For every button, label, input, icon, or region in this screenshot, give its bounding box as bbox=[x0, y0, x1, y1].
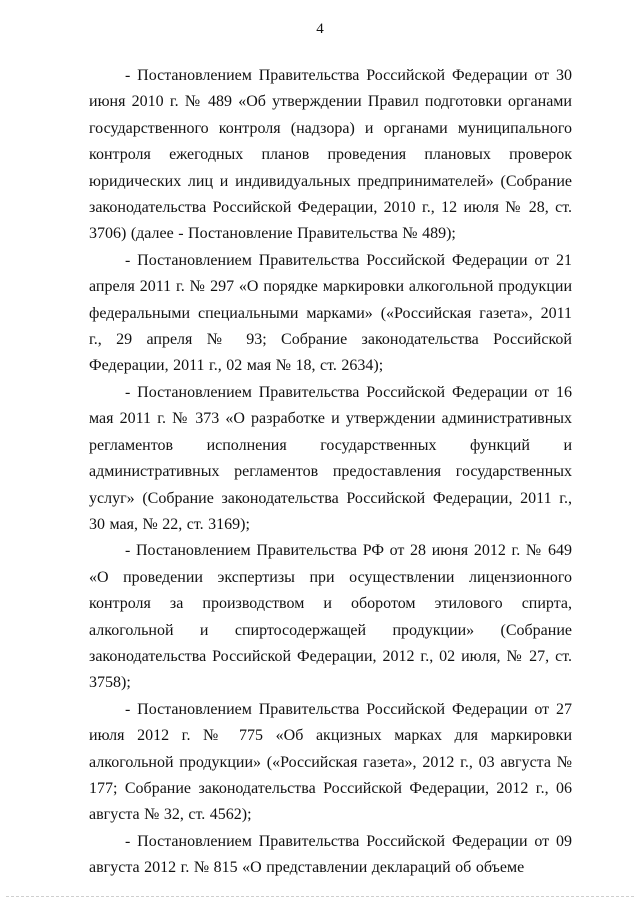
document-body bbox=[89, 63, 572, 882]
paragraph-resolution-815: - Постановлением Правительства Российской Федерации от 09 августа 2012 г. № 815 «О представлении деклараций об объеме bbox=[89, 832, 572, 877]
paragraph-resolution-489: - Постановлением Правительства Российской Федерации от 30 июня 2010 г. № 489 «Об утверждении Правил подготовки органами государственного контроля (надзора) и органами муниципального контроля ежегодных планов проведения плановых проверок юридических лиц и индивидуальных предпринимателей» (Собрание законодательства Российской Федерации, 2010 г., 12 июля № 28, ст. 3706) (далее - Постановление Правительства № 489); bbox=[89, 67, 572, 243]
paragraph-resolution-297: - Постановлением Правительства Российской Федерации от 21 апреля 2011 г. № 297 «О порядке маркировки алкогольной продукции федеральными специальными марками» («Российская газета», 2011 г., 29 апреля № 93; Собрание законодательства Российской Федерации, 2011 г., 02 мая № 18, ст. 2634); bbox=[89, 251, 572, 375]
paragraph-resolution-373: - Постановлением Правительства Российской Федерации от 16 мая 2011 г. № 373 «О разработке и утверждении административных регламентов исполнения государственных функций и административных регламентов предоставления государственных услуг» (Собрание законодательства Российской Федерации, 2011 г., 30 мая, № 22, ст. 3169); bbox=[89, 383, 572, 533]
scan-edge-line bbox=[6, 896, 634, 897]
paragraph-resolution-775: - Постановлением Правительства Российской Федерации от 27 июля 2012 г. № 775 «Об акцизных марках для маркировки алкогольной продукции» («Российская газета», 2012 г., 03 августа № 177; Собрание законодательства Российской Федерации, 2012 г., 06 августа № 32, ст. 4562); bbox=[89, 700, 572, 824]
paragraph-resolution-649: - Постановлением Правительства РФ от 28 июня 2012 г. № 649 «О проведении экспертизы при осуществлении лицензионного контроля за производством и оборотом этилового спирта, алкогольной и спиртосодержащей продукции» (Собрание законодательства Российской Федерации, 2012 г., 02 июля, № 27, ст. 3758); bbox=[89, 542, 572, 692]
page-number: 4 bbox=[316, 21, 324, 37]
